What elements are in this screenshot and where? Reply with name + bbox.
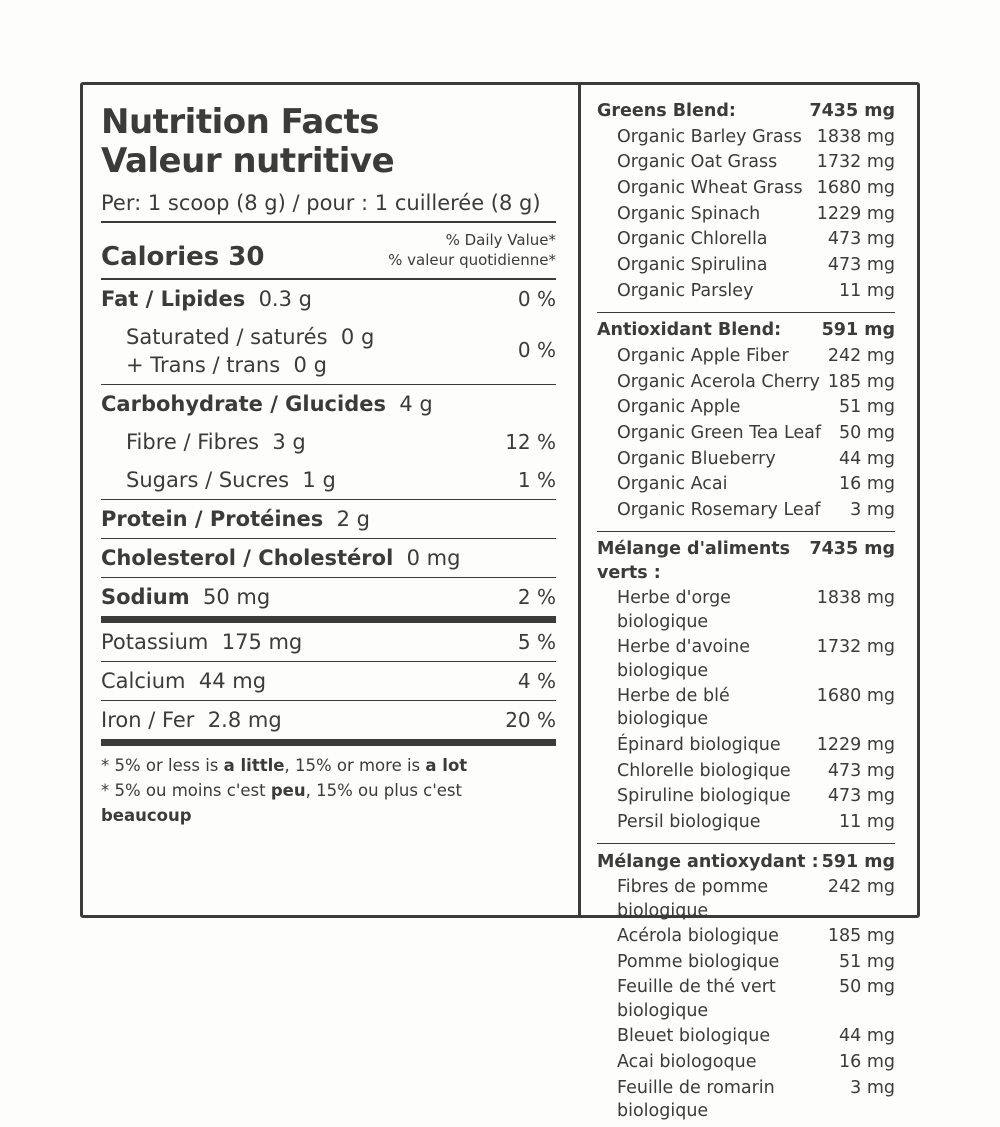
ingredient-row: [597, 446, 895, 472]
ingredient-row: [597, 498, 895, 524]
ingredient-row: [597, 227, 895, 253]
ingredient-amount: 185 mg: [827, 371, 895, 392]
ingredient-row: [597, 1024, 895, 1050]
calories-row: [101, 223, 556, 279]
divider-blend-3: [597, 843, 895, 844]
nutrient-row-fibre: [101, 423, 556, 461]
footnote-en: * 5% or less is a little, 15% or more is a lot: [101, 756, 468, 776]
ingredient-amount: 16 mg: [839, 474, 895, 495]
blend-heading-name: Mélange antioxydant :: [597, 851, 819, 872]
ingredient-row: [597, 176, 895, 202]
ingredient-name: Persil biologique: [617, 811, 761, 832]
ingredient-amount: 473 mg: [827, 229, 895, 250]
nutrient-amount-saturated: 0 g: [340, 325, 375, 350]
nutrition-facts-panel: [80, 82, 920, 1121]
ingredient-amount: 242 mg: [827, 345, 895, 366]
ingredient-row: [597, 369, 895, 395]
ingredient-name: Feuille de romarin biologique: [617, 1077, 775, 1121]
nutrient-amount-sugars: 1 g: [302, 468, 336, 493]
ingredient-name: Organic Rosemary Leaf: [617, 499, 821, 520]
ingredient-name: Pomme biologique: [617, 951, 780, 972]
daily-value-header: [388, 230, 556, 273]
nutrient-amount-protein: 2 g: [336, 507, 370, 532]
ingredient-row: [597, 1075, 895, 1124]
ingredient-row: [597, 924, 895, 950]
ingredient-amount: 473 mg: [827, 255, 895, 276]
nutrition-facts-column: [83, 85, 581, 915]
nutrient-row-cholesterol: [101, 539, 556, 577]
ingredient-name: Herbe de blé biologique: [617, 686, 730, 730]
ingredient-amount: 1838 mg: [816, 588, 895, 609]
nutrient-amount-fat: 0.3 g: [258, 287, 312, 312]
ingredient-row: [597, 202, 895, 228]
nutrient-dv-potassium: 5 %: [517, 630, 556, 655]
blend-heading-name: Greens Blend:: [597, 101, 736, 122]
blend-heading: [597, 99, 895, 125]
blend-group-antioxidant: [597, 318, 895, 526]
ingredient-name: Organic Chlorella: [617, 229, 768, 250]
ingredient-amount: 16 mg: [839, 1052, 895, 1072]
ingredient-amount: 185 mg: [827, 926, 895, 947]
nutrient-name-saturated: Saturated / saturés: [126, 325, 328, 350]
blend-heading: [597, 537, 895, 586]
divider-blend-2: [597, 531, 895, 532]
ingredient-amount: 1680 mg: [816, 178, 895, 199]
nutrient-dv-sugars: 1 %: [517, 468, 556, 493]
nutrient-dv-fat: 0 %: [517, 287, 556, 312]
nutrient-row-iron: [101, 701, 556, 739]
nutrient-row-saturated: [101, 318, 518, 351]
blend-heading-name: Mélange d'aliments verts :: [597, 539, 791, 583]
ingredient-name: Acai biologoque: [617, 1052, 757, 1072]
ingredient-name: Organic Blueberry: [617, 448, 776, 469]
nutrient-group-saturated-trans: [101, 318, 556, 384]
blend-group-melange-verts: [597, 537, 895, 838]
nutrient-dv-fibre: 12 %: [505, 430, 556, 455]
ingredient-name: Chlorelle biologique: [617, 760, 791, 781]
ingredient-amount: 473 mg: [827, 760, 895, 781]
ingredient-amount: 44 mg: [839, 448, 895, 469]
ingredient-name: Organic Wheat Grass: [617, 178, 803, 199]
ingredient-row: [597, 759, 895, 785]
ingredient-name: Épinard biologique: [617, 735, 781, 756]
ingredient-amount: 1732 mg: [816, 637, 895, 658]
ingredient-name: Organic Green Tea Leaf: [617, 422, 822, 443]
nutrient-amount-cholesterol: 0 mg: [406, 546, 461, 571]
blend-heading-amount: 7435 mg: [809, 101, 895, 122]
ingredient-name: Herbe d'avoine biologique: [617, 637, 750, 681]
ingredient-name: Spiruline biologique: [617, 786, 791, 807]
blend-heading: [597, 318, 895, 344]
divider-blend-1: [597, 312, 895, 313]
nutrient-row-carbohydrate: [101, 385, 556, 423]
blend-heading-name: Antioxidant Blend:: [597, 320, 782, 341]
nutrient-name-fat: Fat / Lipides: [101, 287, 246, 312]
nutrient-name-carbohydrate: Carbohydrate / Glucides: [101, 392, 386, 417]
ingredient-amount: 242 mg: [827, 877, 895, 898]
ingredient-amount: 3 mg: [850, 1077, 895, 1098]
ingredient-amount: 3 mg: [850, 499, 895, 520]
nutrition-title-fr: Valeur nutritive: [101, 141, 395, 182]
blend-group-greens: [597, 99, 895, 307]
blend-heading-amount: 591 mg: [821, 320, 895, 341]
ingredient-row: [597, 1050, 895, 1076]
ingredient-row: [597, 635, 895, 684]
ingredient-row: [597, 784, 895, 810]
nutrient-amount-iron: 2.8 mg: [207, 708, 282, 733]
ingredient-name: Feuille de thé vert biologique: [617, 977, 776, 1021]
serving-size: Per: 1 scoop (8 g) / pour : 1 cuillerée (8 g): [101, 190, 541, 215]
nutrient-name-sugars: Sugars / Sucres: [126, 468, 290, 493]
nutrient-name-trans: + Trans / trans: [126, 353, 281, 378]
nutrient-name-calcium: Calcium: [101, 669, 186, 694]
ingredient-row: [597, 395, 895, 421]
nutrient-dv-iron: 20 %: [505, 708, 556, 733]
ingredient-amount: 51 mg: [839, 397, 895, 418]
daily-value-header-fr: % valeur quotidienne*: [388, 251, 556, 270]
nutrient-dv-sodium: 2 %: [517, 585, 556, 610]
ingredient-name: Organic Acerola Cherry: [617, 371, 820, 392]
ingredient-amount: 51 mg: [839, 951, 895, 972]
ingredient-name: Organic Oat Grass: [617, 152, 778, 173]
ingredient-name: Bleuet biologique: [617, 1026, 771, 1047]
ingredient-amount: 1732 mg: [816, 152, 895, 173]
ingredient-row: [597, 950, 895, 976]
nutrient-name-cholesterol: Cholesterol / Cholestérol: [101, 546, 394, 571]
ingredient-row: [597, 344, 895, 370]
nutrient-amount-trans: 0 g: [293, 353, 327, 378]
nutrient-dv-saturated-trans: 0 %: [517, 338, 556, 363]
nutrient-dv-calcium: 4 %: [517, 669, 556, 694]
nutrient-row-sugars: [101, 461, 556, 499]
nutrition-title-en: Nutrition Facts: [101, 102, 379, 142]
calories-label: Calories 30: [101, 242, 265, 273]
ingredient-amount: 11 mg: [839, 811, 895, 832]
ingredient-row: [597, 586, 895, 635]
daily-value-header-en: % Daily Value*: [445, 230, 556, 249]
ingredient-row: [597, 253, 895, 279]
ingredient-row: [597, 684, 895, 733]
ingredient-amount: 1838 mg: [816, 126, 895, 147]
ingredient-name: Organic Spinach: [617, 203, 761, 224]
divider-thick-sodium: [101, 616, 556, 623]
ingredient-amount: 50 mg: [839, 977, 895, 998]
ingredient-name: Organic Parsley: [617, 280, 754, 301]
nutrient-amount-calcium: 44 mg: [198, 669, 267, 694]
nutrient-name-fibre: Fibre / Fibres: [126, 430, 259, 455]
footnote-fr: * 5% ou moins c'est peu, 15% ou plus c'est beaucoup: [101, 781, 462, 825]
ingredient-amount: 473 mg: [827, 786, 895, 807]
ingredient-amount: 44 mg: [839, 1026, 895, 1047]
ingredient-row: [597, 150, 895, 176]
nutrient-row-calcium: [101, 662, 556, 700]
ingredient-row: [597, 472, 895, 498]
nutrient-amount-carbohydrate: 4 g: [399, 392, 433, 417]
ingredient-name: Organic Acai: [617, 474, 728, 495]
divider-thick-bottom: [101, 739, 556, 746]
nutrient-amount-fibre: 3 g: [272, 430, 306, 455]
ingredient-name: Fibres de pomme biologique: [617, 877, 769, 921]
ingredient-row: [597, 733, 895, 759]
nutrient-name-potassium: Potassium: [101, 630, 209, 655]
ingredient-name: Organic Barley Grass: [617, 126, 802, 147]
ingredient-row: [597, 875, 895, 924]
ingredient-row: [597, 421, 895, 447]
nutrient-row-potassium: [101, 623, 556, 661]
nutrient-name-sodium: Sodium: [101, 585, 190, 610]
blend-heading: [597, 849, 895, 875]
footnotes: [101, 746, 556, 828]
blend-group-melange-antioxydant: [597, 849, 895, 1127]
nutrient-name-protein: Protein / Protéines: [101, 507, 324, 532]
ingredient-amount: 1229 mg: [816, 203, 895, 224]
ingredient-row: [597, 125, 895, 151]
nutrient-row-fat: [101, 280, 556, 318]
nutrient-row-protein: [101, 500, 556, 538]
ingredient-row: [597, 810, 895, 836]
ingredient-amount: 1229 mg: [816, 735, 895, 756]
ingredient-amount: 50 mg: [839, 422, 895, 443]
ingredient-blends-column: [581, 85, 917, 1121]
nutrient-name-iron: Iron / Fer: [101, 708, 195, 733]
nutrient-amount-sodium: 50 mg: [202, 585, 271, 610]
ingredient-name: Herbe d'orge biologique: [617, 588, 731, 632]
ingredient-name: Organic Apple Fiber: [617, 345, 789, 366]
ingredient-name: Organic Spirulina: [617, 255, 768, 276]
nutrient-row-sodium: [101, 578, 556, 616]
ingredient-name: Acérola biologique: [617, 926, 779, 947]
ingredient-amount: 11 mg: [839, 280, 895, 301]
nutrient-row-trans: [101, 351, 518, 384]
blend-heading-amount: 591 mg: [821, 851, 895, 872]
ingredient-name: Organic Apple: [617, 397, 741, 418]
ingredient-amount: 1680 mg: [816, 686, 895, 707]
blend-heading-amount: 7435 mg: [809, 539, 895, 560]
nutrient-amount-potassium: 175 mg: [221, 630, 303, 655]
ingredient-row: [597, 278, 895, 304]
